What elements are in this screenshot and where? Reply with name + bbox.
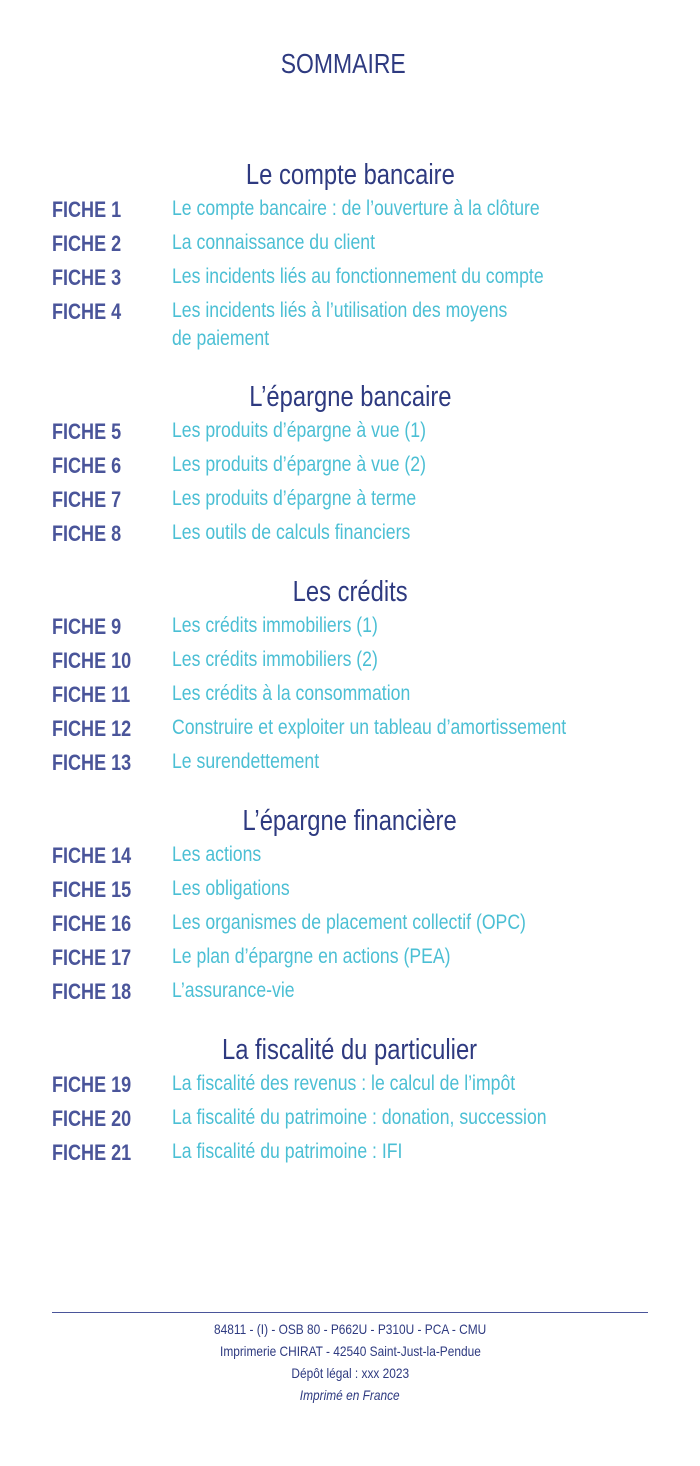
fiche-title[interactable]: La fiscalité des revenus : le calcul de l’impôt [172, 1072, 516, 1095]
section-title [0, 1030, 700, 1070]
toc-entry[interactable] [0, 519, 700, 553]
fiche-title[interactable]: Les crédits immobiliers (2) [172, 648, 378, 671]
page-title-text: SOMMAIRE [280, 48, 406, 79]
fiche-label: FICHE 13 [52, 750, 132, 775]
section-title [0, 155, 700, 195]
fiche-title[interactable]: Les crédits à la consommation [172, 682, 411, 705]
toc-entry[interactable] [0, 646, 700, 680]
fiche-label: FICHE 3 [52, 265, 122, 290]
fiche-label: FICHE 19 [52, 1072, 132, 1097]
toc-entry[interactable] [0, 1070, 700, 1104]
toc-section [0, 377, 700, 553]
fiche-label: FICHE 9 [52, 614, 122, 639]
toc-entry[interactable] [0, 451, 700, 485]
section-title-text: L’épargne bancaire [248, 381, 452, 413]
fiche-title[interactable]: Les produits d’épargne à vue (2) [172, 453, 426, 476]
toc-section [0, 155, 700, 357]
section-title [0, 377, 700, 417]
fiche-label: FICHE 8 [52, 521, 122, 546]
toc-entry[interactable] [0, 680, 700, 714]
toc-entry[interactable] [0, 263, 700, 297]
fiche-title[interactable]: Le compte bancaire : de l’ouverture à la clôture [172, 197, 540, 220]
toc-entry[interactable] [0, 714, 700, 748]
toc-section [0, 1030, 700, 1172]
toc-entry[interactable] [0, 485, 700, 519]
fiche-title[interactable]: Le plan d’épargne en actions (PEA) [172, 945, 451, 968]
fiche-label: FICHE 1 [52, 197, 122, 222]
toc-entry[interactable] [0, 1138, 700, 1172]
fiche-title[interactable]: Le surendettement [172, 750, 320, 773]
fiche-label: FICHE 10 [52, 648, 132, 673]
fiche-label: FICHE 14 [52, 843, 132, 868]
toc-entry[interactable] [0, 748, 700, 782]
fiche-title[interactable]: Construire et exploiter un tableau d’amortissement [172, 716, 567, 739]
section-title-text: La fiscalité du particulier [222, 1034, 478, 1066]
fiche-title[interactable]: Les produits d’épargne à terme [172, 487, 417, 510]
fiche-label: FICHE 20 [52, 1106, 132, 1131]
toc-entry[interactable] [0, 977, 700, 1011]
fiche-label: FICHE 17 [52, 945, 132, 970]
fiche-label: FICHE 15 [52, 877, 132, 902]
toc-entry[interactable] [0, 1104, 700, 1138]
fiche-title[interactable]: Les outils de calculs financiers [172, 521, 411, 544]
fiche-label: FICHE 12 [52, 716, 132, 741]
fiche-title[interactable]: Les actions [172, 843, 262, 866]
fiche-title[interactable]: Les incidents liés à l’utilisation des moyens de paiement [172, 299, 508, 350]
toc-section [0, 572, 700, 782]
fiche-title[interactable]: Les produits d’épargne à vue (1) [172, 419, 426, 442]
fiche-label: FICHE 4 [52, 299, 122, 324]
section-title [0, 801, 700, 841]
toc-section [0, 801, 700, 1011]
footer-line-2: Imprimerie CHIRAT - 42540 Saint-Just-la-Pendue [219, 1343, 481, 1359]
toc-entry[interactable] [0, 909, 700, 943]
footer-line-3: Dépôt légal : xxx 2023 [291, 1365, 409, 1381]
footer-line-4: Imprimé en France [300, 1387, 400, 1403]
page-title [0, 48, 686, 80]
fiche-title[interactable]: Les organismes de placement collectif (OPC) [172, 911, 526, 934]
fiche-title[interactable]: Les crédits immobiliers (1) [172, 614, 378, 637]
footer-divider [52, 1312, 648, 1313]
footer-line-1: 84811 - (I) - OSB 80 - P662U - P310U - PCA - CMU [213, 1321, 487, 1337]
fiche-title[interactable]: Les incidents liés au fonctionnement du compte [172, 265, 544, 288]
toc-entry[interactable] [0, 195, 700, 229]
fiche-title[interactable]: Les obligations [172, 877, 290, 900]
section-title-text: L’épargne financière [242, 805, 458, 837]
fiche-label: FICHE 7 [52, 487, 122, 512]
toc-entry[interactable] [0, 875, 700, 909]
fiche-label: FICHE 16 [52, 911, 132, 936]
fiche-label: FICHE 6 [52, 453, 122, 478]
toc-entry[interactable] [0, 943, 700, 977]
section-title [0, 572, 700, 612]
fiche-label: FICHE 2 [52, 231, 122, 256]
footer [0, 1318, 700, 1406]
fiche-label: FICHE 18 [52, 979, 132, 1004]
fiche-title[interactable]: La fiscalité du patrimoine : donation, succession [172, 1106, 547, 1129]
fiche-title[interactable]: La fiscalité du patrimoine : IFI [172, 1140, 403, 1163]
toc-entry[interactable] [0, 297, 700, 357]
fiche-label: FICHE 5 [52, 419, 122, 444]
toc-entry[interactable] [0, 841, 700, 875]
fiche-label: FICHE 11 [52, 682, 131, 707]
toc-entry[interactable] [0, 612, 700, 646]
toc-entry[interactable] [0, 229, 700, 263]
section-title-text: Les crédits [292, 576, 408, 608]
fiche-title[interactable]: L’assurance-vie [172, 979, 295, 1002]
section-title-text: Le compte bancaire [245, 159, 455, 191]
fiche-label: FICHE 21 [52, 1140, 132, 1165]
fiche-title[interactable]: La connaissance du client [172, 231, 376, 254]
toc-entry[interactable] [0, 417, 700, 451]
